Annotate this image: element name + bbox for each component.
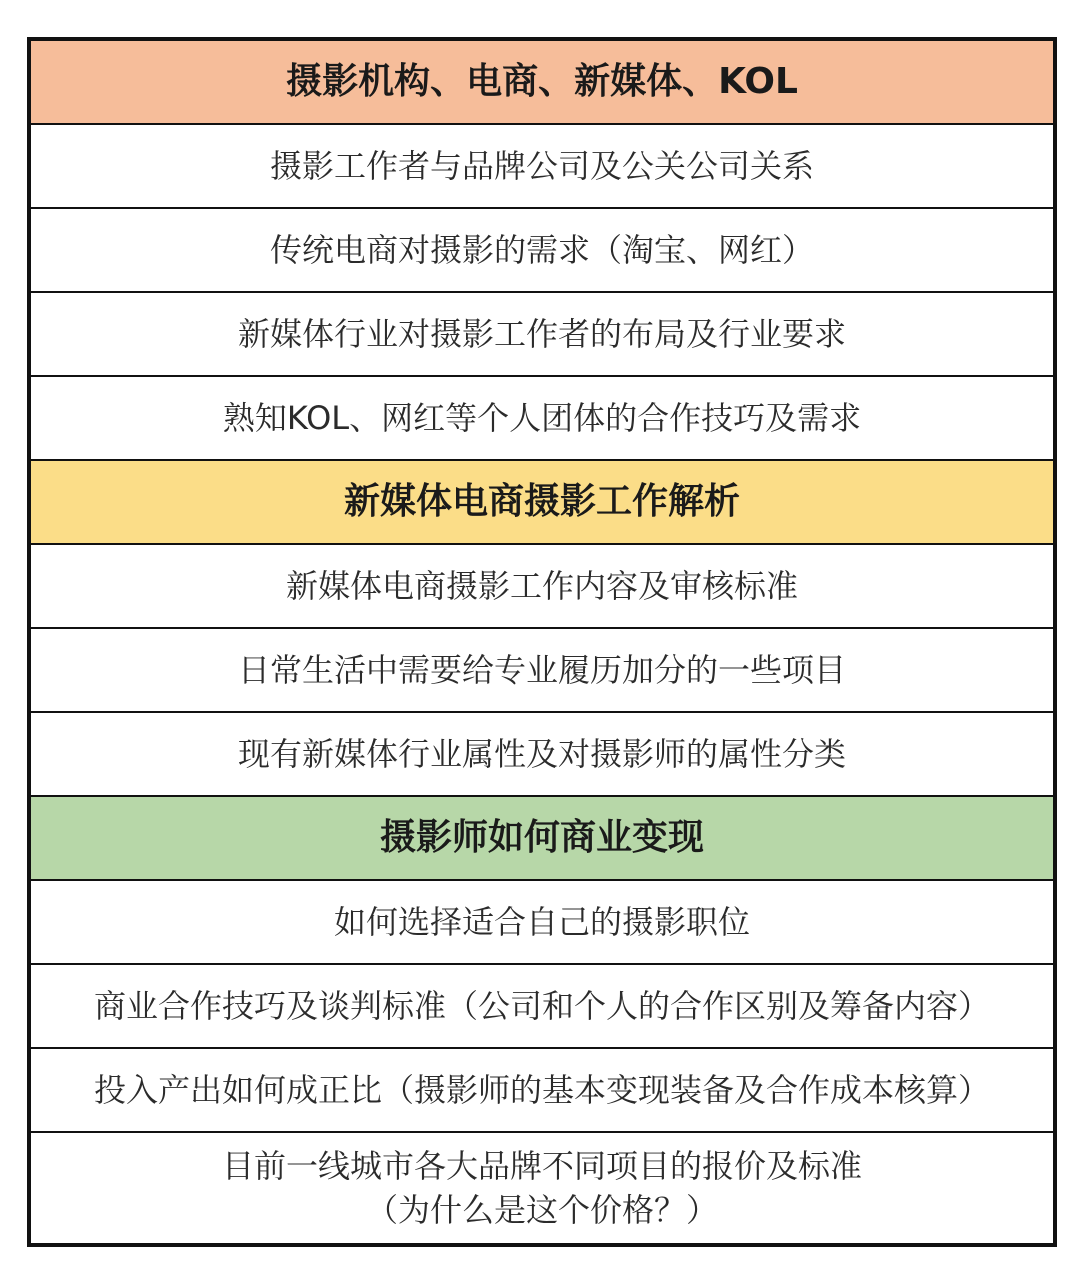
table-row bbox=[31, 377, 1053, 461]
table-row bbox=[31, 881, 1053, 965]
table-row bbox=[31, 125, 1053, 209]
section-title: 摄影师如何商业变现 bbox=[379, 817, 704, 858]
row-text: 熟知KOL、网红等个人团体的合作技巧及需求 bbox=[222, 399, 862, 437]
table-row bbox=[31, 545, 1053, 629]
table-row bbox=[31, 965, 1053, 1049]
table-row bbox=[31, 293, 1053, 377]
course-outline-table bbox=[27, 37, 1057, 1247]
section-header-monetization bbox=[31, 797, 1053, 881]
row-text: 摄影工作者与品牌公司及公关公司关系 bbox=[269, 147, 814, 185]
table-row bbox=[31, 713, 1053, 797]
row-text: 现有新媒体行业属性及对摄影师的属性分类 bbox=[237, 735, 846, 773]
row-text-line-2: （为什么是这个价格？） bbox=[365, 1191, 718, 1229]
table-row bbox=[31, 209, 1053, 293]
row-text: 商业合作技巧及谈判标准（公司和个人的合作区别及筹备内容） bbox=[93, 987, 990, 1025]
table-row bbox=[31, 1049, 1053, 1133]
section-title: 新媒体电商摄影工作解析 bbox=[343, 481, 740, 522]
section-title: 摄影机构、电商、新媒体、KOL bbox=[286, 61, 798, 102]
row-text: 新媒体行业对摄影工作者的布局及行业要求 bbox=[237, 315, 846, 353]
row-text: 新媒体电商摄影工作内容及审核标准 bbox=[285, 567, 798, 605]
section-header-analysis bbox=[31, 461, 1053, 545]
table-row bbox=[31, 1133, 1053, 1243]
table-row bbox=[31, 629, 1053, 713]
row-text: 日常生活中需要给专业履历加分的一些项目 bbox=[237, 651, 846, 689]
row-text: 投入产出如何成正比（摄影师的基本变现装备及合作成本核算） bbox=[93, 1071, 990, 1109]
section-header-institutions bbox=[31, 41, 1053, 125]
row-text: 如何选择适合自己的摄影职位 bbox=[333, 903, 750, 941]
row-text-line-1: 目前一线城市各大品牌不同项目的报价及标准 bbox=[221, 1147, 862, 1185]
row-text: 传统电商对摄影的需求（淘宝、网红） bbox=[269, 231, 814, 269]
